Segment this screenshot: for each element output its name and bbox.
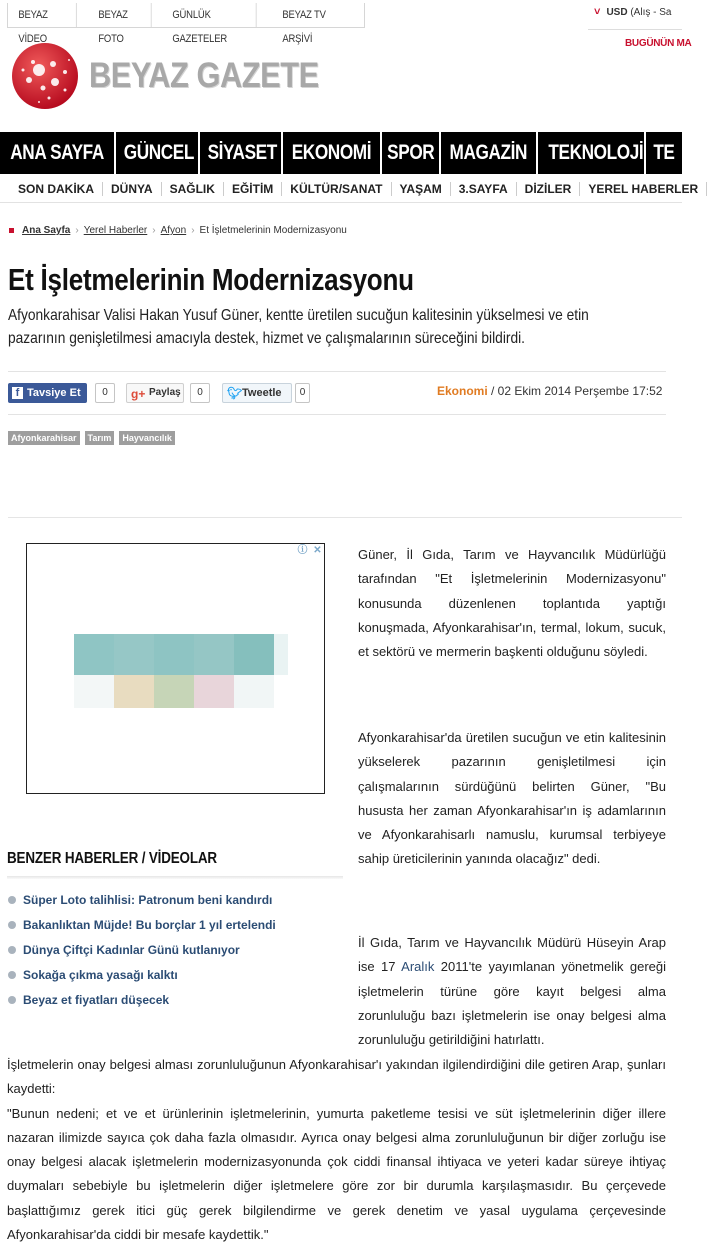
tag-list xyxy=(8,431,175,445)
ad-image-block xyxy=(74,675,114,708)
article-title: Et İşletmelerinin Modernizasyonu xyxy=(8,262,414,297)
subnav-yerel-haberler[interactable]: YEREL HABERLER xyxy=(580,182,707,196)
article-paragraph-4: İşletmelerin onay belgesi alması zorunluluğunun Afyonkarahisar'ı yakından ilgilendirdiğini dile getiren Arap, şunları kaydetti: xyxy=(7,1057,666,1097)
google-share-button[interactable] xyxy=(126,383,184,403)
related-news-item[interactable]: Bakanlıktan Müjde! Bu borçlar 1 yıl ertelendi xyxy=(8,912,276,937)
subnav-dunya[interactable]: DÜNYA xyxy=(103,182,162,196)
date-link-aralik[interactable]: Aralık xyxy=(401,959,435,975)
related-news-list xyxy=(8,887,276,1012)
bullet-icon xyxy=(8,996,16,1004)
currency-divider xyxy=(588,29,682,30)
topbar-link-video[interactable]: BEYAZ VİDEO xyxy=(8,3,77,27)
ad-image-block xyxy=(154,634,194,675)
subnav-son-dakika[interactable]: SON DAKİKA xyxy=(0,182,103,196)
nav-ana-sayfa[interactable]: ANA SAYFA xyxy=(0,132,116,174)
related-news-item[interactable]: Beyaz et fiyatları düşecek xyxy=(8,987,276,1012)
advertisement[interactable] xyxy=(26,543,325,794)
ad-image-block xyxy=(194,675,234,708)
ad-image-block xyxy=(114,634,154,675)
logo-wordmark[interactable]: BEYAZ GAZETE xyxy=(89,56,319,95)
topbar-link-gazeteler[interactable]: GÜNLÜK GAZETELER xyxy=(162,3,257,27)
nav-siyaset[interactable]: SİYASET xyxy=(200,132,283,174)
nav-magazin[interactable]: MAGAZİN xyxy=(441,132,538,174)
article-paragraph-1: Güner, İl Gıda, Tarım ve Hayvancılık Müdürlüğü tarafından "Et İşletmelerinin Modernizasyonu" konusunda düzenlenen toplantıda yaptığı konuşmada, Afyonkarahisar'ın, termal, lokum, sucuk, et sektörü ve mermerin başkenti olduğunu söyledi. xyxy=(358,547,666,660)
ad-image-block xyxy=(154,675,194,708)
content-divider xyxy=(8,517,682,518)
related-news-item[interactable]: Süper Loto talihlisi: Patronum beni kandırdı xyxy=(8,887,276,912)
currency-note: (Alış - Sa xyxy=(630,7,672,18)
tag-tarim[interactable]: Tarım xyxy=(85,431,115,445)
nav-guncel[interactable]: GÜNCEL xyxy=(116,132,200,174)
logo-globe-icon[interactable] xyxy=(9,40,81,112)
topbar-link-foto[interactable]: BEYAZ FOTO xyxy=(88,3,152,27)
subnav-saglik[interactable]: SAĞLIK xyxy=(162,182,224,196)
breadcrumb-afyon[interactable]: Afyon xyxy=(160,225,187,236)
google-plus-icon: g+ xyxy=(131,387,146,401)
nav-more[interactable]: TE xyxy=(653,141,675,164)
article-paragraph-3: İl Gıda, Tarım ve Hayvancılık Müdürü Hüseyin Arap ise 17 Aralık 2011'te yayımlanan yönetmelik gereği işletmelerin türüne göre kayıt belgesi alma zorunluluğu bazı işletmelerin ise onay belgesi alma zorunluluğu getirildiğini hatırlattı. xyxy=(358,935,666,1048)
bullet-icon xyxy=(8,971,16,979)
facebook-count: 0 xyxy=(95,383,115,403)
chevron-right-icon: › xyxy=(191,225,195,236)
topbar-link-tv-arsivi[interactable]: BEYAZ TV ARŞİVİ xyxy=(282,9,326,45)
sub-navigation xyxy=(0,175,699,203)
google-label: Paylaş xyxy=(149,387,181,398)
subnav-egitim[interactable]: EĞİTİM xyxy=(224,182,282,196)
twitter-count: 0 xyxy=(295,383,310,403)
bullet-icon xyxy=(8,946,16,954)
google-count: 0 xyxy=(190,383,210,403)
ad-image-block xyxy=(274,634,288,675)
twitter-label: Tweetle xyxy=(242,387,282,399)
tag-afyonkarahisar[interactable]: Afyonkarahisar xyxy=(8,431,80,445)
tag-hayvancilik[interactable]: Hayvancılık xyxy=(119,431,175,445)
breadcrumb-current: Et İşletmelerinin Modernizasyonu xyxy=(199,225,347,236)
chevron-right-icon: › xyxy=(75,225,79,236)
ad-image-block xyxy=(234,634,274,675)
breadcrumb-yerel-haberler[interactable]: Yerel Haberler xyxy=(83,225,148,236)
close-icon[interactable]: ✕ xyxy=(313,545,322,556)
article-date: / 02 Ekim 2014 Perşembe 17:52 xyxy=(491,384,663,398)
breadcrumb xyxy=(9,225,347,236)
article-paragraph-5: "Bunun nedeni; et ve et ürünlerinin işletmelerinin, yumurta paketleme tesisi ve süt işletmelerinin diğer illere nazaran ilimizde sayıca çok daha fazla olmasıdır. Ayrıca onay belgesi alma zorunluluğunun bir diğer zorluğu ise onay belgesi alacak işletmelerin modernizasyonunda çok ciddi finansal ihtiyaca ve yeteri kadar süreye ihtiyaç duymaları sebebiyle bu işletmelerin diğer işletmelere göre zor bir durumla karşılaşmasıdır. Bu çerçevede başlattığımız gerek itici güç gerek bilgilendirme ve gerek denetim ve yasal uygulama çerçevesinde Afyonkarahisar'da ciddi bir mesafe kaydettik." xyxy=(7,1105,666,1243)
related-news-item[interactable]: Sokağa çıkma yasağı kalktı xyxy=(8,962,276,987)
ad-controls xyxy=(296,544,324,557)
currency-code: USD xyxy=(606,7,628,18)
currency-widget[interactable] xyxy=(594,6,671,18)
todays-paper-link[interactable]: BUGÜNÜN MA xyxy=(625,38,692,49)
subnav-diziler[interactable]: DİZİLER xyxy=(517,182,581,196)
ad-image-block xyxy=(234,675,274,708)
article-full-width-text xyxy=(7,1053,666,1247)
nav-teknoloji[interactable]: TEKNOLOJİ xyxy=(538,132,646,174)
main-navigation xyxy=(0,132,682,174)
nav-ekonomi[interactable]: EKONOMİ xyxy=(283,132,382,174)
subnav-kultur-sanat[interactable]: KÜLTÜR/SANAT xyxy=(282,182,391,196)
article-category-link[interactable]: Ekonomi xyxy=(437,384,488,398)
breadcrumb-marker-icon xyxy=(9,228,14,233)
bullet-icon xyxy=(8,921,16,929)
article-lead: Afyonkarahisar Valisi Hakan Yusuf Güner, kentte üretilen sucuğun kalitesinin yükselmesi ve etin pazarının genişletilmesi amacıyla destek, hizmet ve çalışmalarının süreceğini bildirdi. xyxy=(8,307,589,347)
share-divider-top xyxy=(8,371,666,372)
chevron-down-icon: ˅ xyxy=(594,6,601,18)
article-meta xyxy=(437,384,662,398)
ad-image-block xyxy=(114,675,154,708)
related-news-title: BENZER HABERLER / VİDEOLAR xyxy=(7,850,217,867)
related-news-item[interactable]: Dünya Çiftçi Kadınlar Günü kutlanıyor xyxy=(8,937,276,962)
chevron-right-icon: › xyxy=(152,225,156,236)
article-paragraph-2: Afyonkarahisar'da üretilen sucuğun ve etin kalitesinin yükselerek pazarının genişletilmesi için çalışmalarının sürdüğünü belirten Güner, "Bu hususta her zaman Afyonkarahisar'ın iş adamlarının ve Afyonkarahisarlı namuslu, kurumsal terbiyeye sahip üreticilerinin yanında olacağız" dedi. xyxy=(358,730,666,867)
ad-image-block xyxy=(194,634,234,675)
ad-image-block xyxy=(74,634,114,675)
subnav-3-sayfa[interactable]: 3.SAYFA xyxy=(451,182,517,196)
share-divider-bottom xyxy=(8,414,666,415)
nav-spor[interactable]: SPOR xyxy=(382,132,442,174)
subnav-yasam[interactable]: YAŞAM xyxy=(392,182,451,196)
bullet-icon xyxy=(8,896,16,904)
breadcrumb-home[interactable]: Ana Sayfa xyxy=(22,225,71,236)
facebook-label: Tavsiye Et xyxy=(27,387,81,399)
twitter-bird-icon: 🐦︎ xyxy=(227,386,243,400)
facebook-icon: f xyxy=(12,387,23,399)
tweet-button[interactable] xyxy=(222,383,292,403)
top-utility-bar xyxy=(7,3,365,45)
related-news-divider xyxy=(7,876,343,879)
ad-info-icon[interactable]: ⓘ xyxy=(297,545,308,556)
facebook-recommend-button[interactable] xyxy=(8,383,87,403)
